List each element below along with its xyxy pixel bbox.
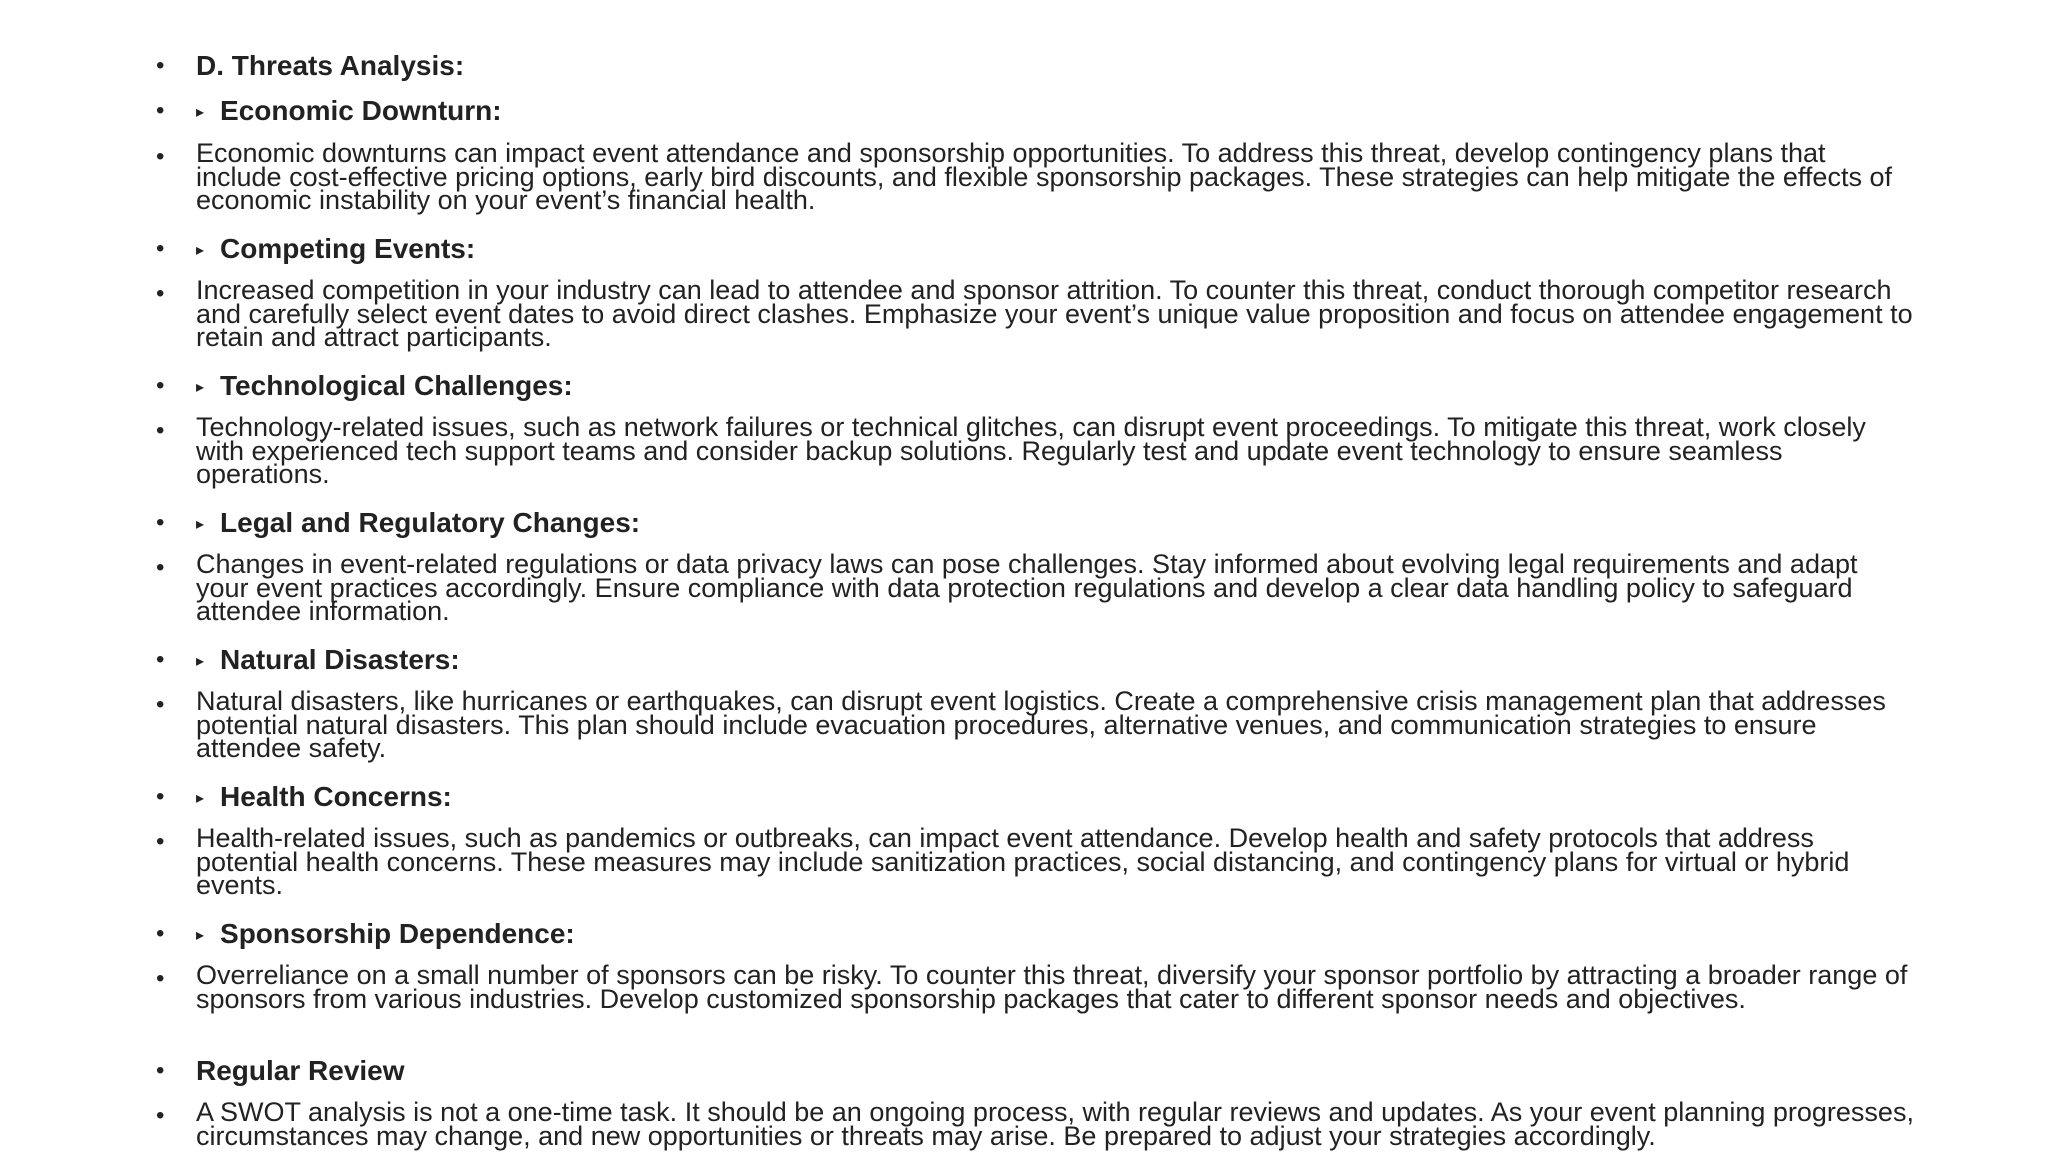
bullet: •	[156, 965, 165, 992]
bullet: •	[156, 509, 165, 536]
bullet: •	[156, 417, 165, 444]
triangle-bullet-icon: ▸	[196, 104, 205, 121]
bullet: •	[156, 143, 165, 170]
bullet: •	[156, 828, 165, 855]
subsection-heading: ▸ Natural Disasters:	[196, 644, 460, 675]
paragraph: A SWOT analysis is not a one-time task. It should be an ongoing process, with regular reviews and updates. As your event planning progresses, circumstances may change, and new opportunities or threats may arise. Be prepared to adjust your strategies accordingly.	[196, 1097, 1914, 1151]
bullet: •	[156, 52, 165, 79]
paragraph: Changes in event-related regulations or data privacy laws can pose challenges. Stay informed about evolving legal requirements and adapt your event practices accordingly. Ensure compliance with data protection regulations and develop a clear data handling policy to safeguard attendee information.	[196, 549, 1858, 626]
triangle-bullet-icon: ▸	[196, 790, 205, 807]
bullet: •	[156, 783, 165, 810]
triangle-bullet-icon: ▸	[196, 516, 205, 533]
bullet: •	[156, 691, 165, 718]
subsection-heading: ▸ Economic Downturn:	[196, 95, 502, 126]
triangle-bullet-icon: ▸	[196, 653, 205, 670]
bullet: •	[156, 646, 165, 673]
paragraph: Technology-related issues, such as network failures or technical glitches, can disrupt event proceedings. To mitigate this threat, work closely with experienced tech support teams and consider backup solutions. Regularly test and update event technology to ensure seamless operations.	[196, 412, 1866, 489]
triangle-bullet-icon: ▸	[196, 242, 205, 259]
paragraph: Overreliance on a small number of sponsors can be risky. To counter this threat, diversify your sponsor portfolio by attracting a broader range of sponsors from various industries. Develop customized sponsorship packages that cater to different sponsor needs and objectives.	[196, 960, 1908, 1014]
subsection-heading: ▸ Technological Challenges:	[196, 370, 573, 401]
bullet: •	[156, 1102, 165, 1129]
bullet: •	[156, 1057, 165, 1084]
subsection-heading: ▸ Competing Events:	[196, 233, 476, 264]
triangle-bullet-icon: ▸	[196, 379, 205, 396]
bullet: •	[156, 920, 165, 947]
subsection-heading: ▸ Legal and Regulatory Changes:	[196, 507, 641, 538]
paragraph: Economic downturns can impact event attendance and sponsorship opportunities. To address this threat, develop contingency plans that include cost-effective pricing options, early bird discounts, and flexible sponsorship packages. These strategies can help mitigate the effects of economic instability on your event’s financial health.	[196, 138, 1892, 215]
bullet: •	[156, 235, 165, 262]
bullet: •	[156, 280, 165, 307]
subsection-heading: ▸ Health Concerns:	[196, 781, 452, 812]
bullet: •	[156, 97, 165, 124]
bullet: •	[156, 554, 165, 581]
subsection-heading: ▸ Sponsorship Dependence:	[196, 918, 575, 949]
paragraph: Natural disasters, like hurricanes or earthquakes, can disrupt event logistics. Create a comprehensive crisis management plan that addresses potential natural disasters. This plan should include evacuation procedures, alternative venues, and communication strategies to ensure attendee safety.	[196, 686, 1886, 763]
paragraph: Increased competition in your industry can lead to attendee and sponsor attrition. To counter this threat, conduct thorough competitor research and carefully select event dates to avoid direct clashes. Emphasize your event’s unique value proposition and focus on attendee engagement to retain and attract participants.	[196, 275, 1913, 352]
paragraph: Health-related issues, such as pandemics or outbreaks, can impact event attendance. Develop health and safety protocols that address potential health concerns. These measures may include sanitization practices, social distancing, and contingency plans for virtual or hybrid events.	[196, 823, 1850, 900]
section-heading: D. Threats Analysis:	[196, 50, 465, 81]
section-heading: Regular Review	[196, 1055, 405, 1086]
bullet: •	[156, 372, 165, 399]
triangle-bullet-icon: ▸	[196, 927, 205, 944]
